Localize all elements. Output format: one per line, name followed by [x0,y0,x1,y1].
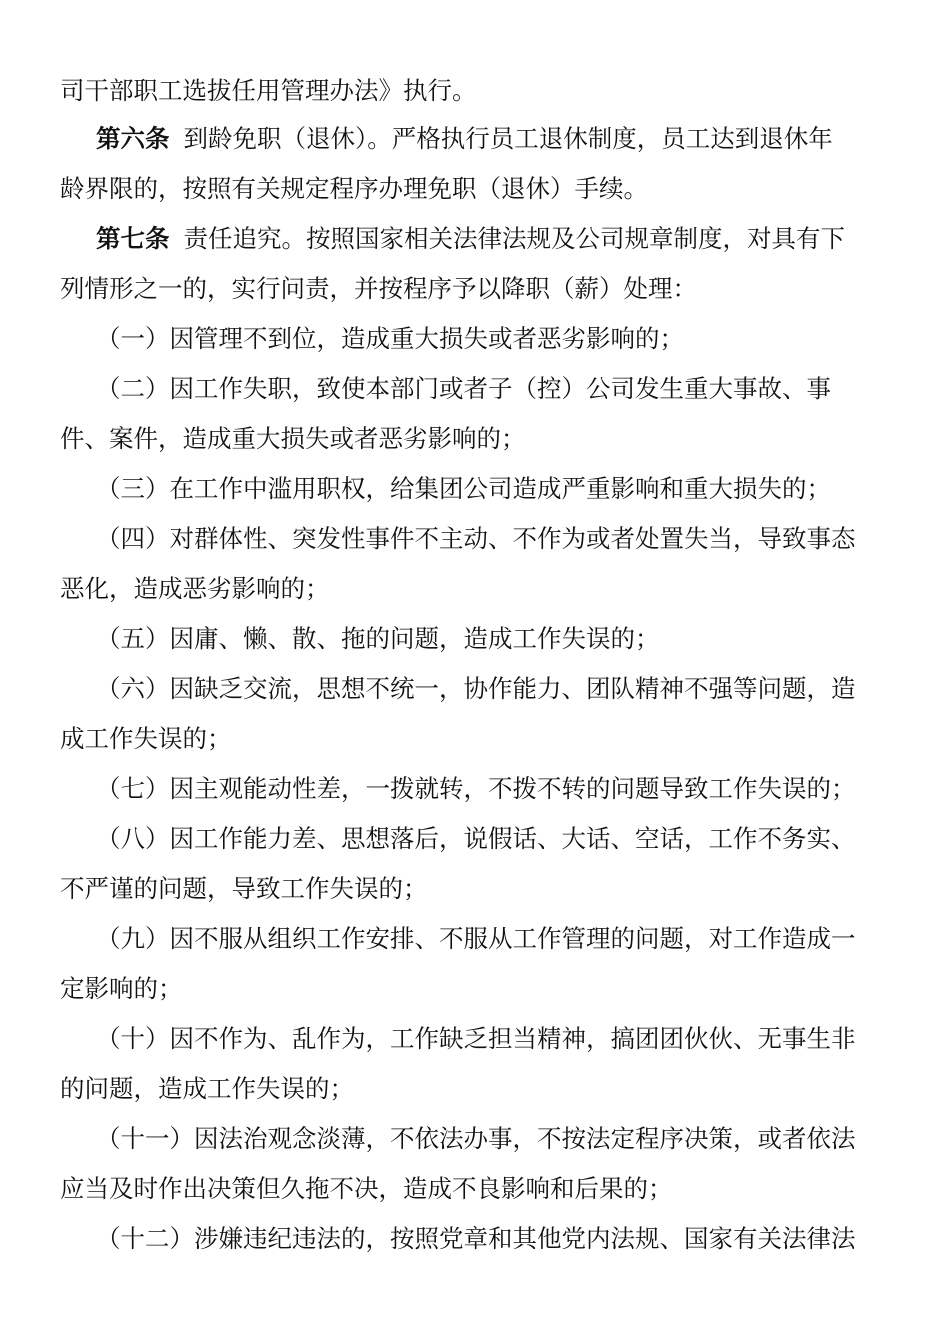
item-10: （十）因不作为、乱作为，工作缺乏担当精神，搞团团伙伙、无事生非 [96,1024,856,1053]
item-11: （十一）因法治观念淡薄，不依法办事，不按法定程序决策，或者依法 [96,1124,856,1153]
article-6-line-2: 龄界限的，按照有关规定程序办理免职（退休）手续。 [60,174,648,203]
item-7: （七）因主观能动性差，一拨就转，不拨不转的问题导致工作失误的； [96,774,856,803]
item-8-cont: 不严谨的问题，导致工作失误的； [60,874,428,903]
item-12: （十二）涉嫌违纪违法的，按照党章和其他党内法规、国家有关法律法 [96,1224,856,1253]
item-11-cont: 应当及时作出决策但久拖不决，造成不良影响和后果的； [60,1174,673,1203]
article-6-label: 第六条 [96,124,170,153]
article-7-text: 责任追究。按照国家相关法律法规及公司规章制度，对具有下 [183,224,845,253]
item-4-cont: 恶化，造成恶劣影响的； [60,574,330,603]
item-8: （八）因工作能力差、思想落后，说假话、大话、空话，工作不务实、 [96,824,856,853]
article-6-heading-line [96,124,833,154]
item-9-cont: 定影响的； [60,974,183,1003]
item-6: （六）因缺乏交流，思想不统一，协作能力、团队精神不强等问题，造 [96,674,856,703]
item-6-cont: 成工作失误的； [60,724,232,753]
article-7-heading-line [96,224,845,254]
item-2-cont: 件、案件，造成重大损失或者恶劣影响的； [60,424,526,453]
item-1: （一）因管理不到位，造成重大损失或者恶劣影响的； [96,324,684,353]
article-7-label: 第七条 [96,224,170,253]
item-5: （五）因庸、懒、散、拖的问题，造成工作失误的； [96,624,660,653]
article-6-text: 到龄免职（退休）。严格执行员工退休制度，员工达到退休年 [183,124,833,153]
item-10-cont: 的问题，造成工作失误的； [60,1074,354,1103]
item-4: （四）对群体性、突发性事件不主动、不作为或者处置失当，导致事态 [96,524,856,553]
item-2: （二）因工作失职，致使本部门或者子（控）公司发生重大事故、事 [96,374,831,403]
item-3: （三）在工作中滥用职权，给集团公司造成严重影响和重大损失的； [96,474,831,503]
article-7-line-2: 列情形之一的，实行问责，并按程序予以降职（薪）处理： [60,274,697,303]
item-9: （九）因不服从组织工作安排、不服从工作管理的问题，对工作造成一 [96,924,856,953]
paragraph-line-1: 司干部职工选拔任用管理办法》执行。 [60,76,477,105]
